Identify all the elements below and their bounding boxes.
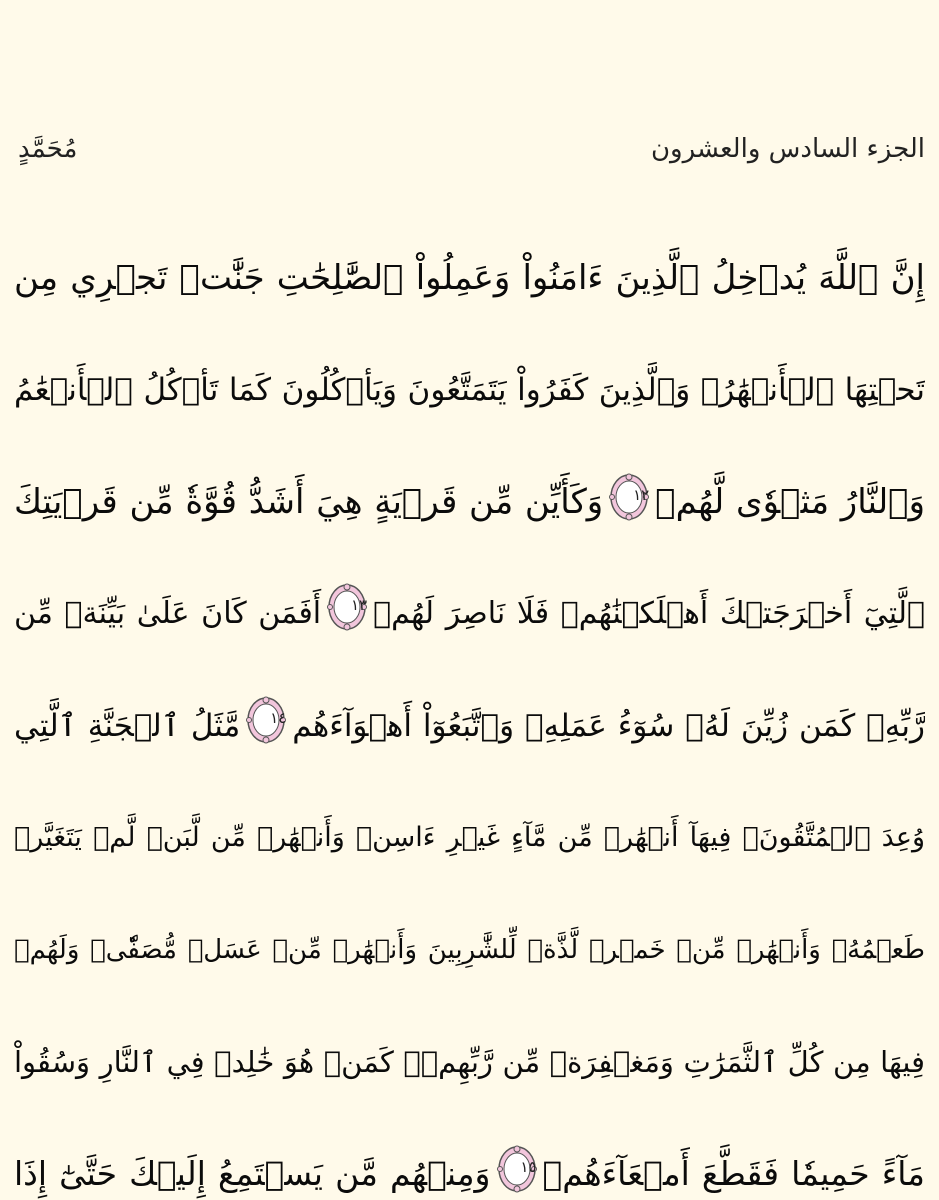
verse-text: مَّثَلُ ٱلۡجَنَّةِ ٱلَّتِي [14, 708, 241, 744]
ayah-number: ١٤ [270, 709, 287, 727]
text-line [14, 894, 925, 1006]
verse-text: وُعِدَ ٱلۡمُتَّقُونَۖ فِيهَآ أَنۡهَٰرٞ مِّن مَّآءٍ غَيۡرِ ءَاسِنٖ وَأَنۡهَٰرٞ مِّن لَّبَنٖ لَّمۡ يَتَغَيَّرۡ [14, 822, 925, 853]
verse-text: وَٱلنَّارُ مَثۡوٗى لَّهُمۡ [655, 482, 925, 522]
verse-text: مَآءً حَمِيمٗا فَقَطَّعَ أَمۡعَآءَهُمۡ [542, 1154, 925, 1193]
text-line [14, 1006, 925, 1118]
text-line [14, 222, 925, 334]
text-line [14, 558, 925, 670]
ayah-marker-icon [327, 583, 367, 631]
verse-text: أَفَمَن كَانَ عَلَىٰ بَيِّنَةٖ مِّن [14, 596, 322, 631]
ayah-number: ١٢ [633, 486, 650, 504]
ayah-number: ١٣ [351, 596, 368, 614]
verse-text: وَمِنۡهُم مَّن يَسۡتَمِعُ إِلَيۡكَ حَتَّىٰٓ إِذَا [14, 1154, 491, 1193]
ayah-marker-icon [497, 1145, 537, 1193]
ayah-marker-icon [609, 473, 649, 521]
text-line [14, 334, 925, 446]
quran-text-block [14, 222, 925, 1200]
surah-name: مُحَمَّدٍ [18, 134, 78, 164]
text-line [14, 446, 925, 558]
verse-text: رَّبِّهِۦ كَمَن زُيِّنَ لَهُۥ سُوٓءُ عَمَلِهِۦ وَٱتَّبَعُوٓاْ أَهۡوَآءَهُم [292, 708, 925, 744]
verse-text: وَكَأَيِّن مِّن قَرۡيَةٍ هِيَ أَشَدُّ قُوَّةٗ مِّن قَرۡيَتِكَ [14, 482, 604, 522]
verse-text: تَحۡتِهَا ٱلۡأَنۡهَٰرُۖ وَٱلَّذِينَ كَفَرُواْ يَتَمَتَّعُونَ وَيَأۡكُلُونَ كَمَا تَأۡكُلُ ٱلۡأَنۡعَٰمُ [14, 372, 925, 408]
verse-text: طَعۡمُهُۥ وَأَنۡهَٰرٞ مِّنۡ خَمۡرٖ لَّذَّةٖ لِّلشَّٰرِبِينَ وَأَنۡهَٰرٞ مِّنۡ عَسَلٖ مُّصَفّٗىۖ وَلَهُمۡ [14, 935, 925, 965]
verse-text: ٱلَّتِيٓ أَخۡرَجَتۡكَ أَهۡلَكۡنَٰهُمۡ فَلَا نَاصِرَ لَهُمۡ [373, 596, 925, 631]
text-line [14, 670, 925, 782]
page-header [18, 134, 925, 178]
ayah-number: ١٥ [520, 1158, 537, 1176]
text-line [14, 1118, 925, 1200]
ayah-marker-icon [246, 696, 286, 744]
juz-label: الجزء السادس والعشرون [650, 134, 925, 164]
verse-text: فِيهَا مِن كُلِّ ٱلثَّمَرَٰتِ وَمَغۡفِرَةٞ مِّن رَّبِّهِمۡۖ كَمَنۡ هُوَ خَٰلِدٞ فِي ٱلنَّارِ وَسُقُواْ [14, 1045, 925, 1079]
verse-text: إِنَّ ٱللَّهَ يُدۡخِلُ ٱلَّذِينَ ءَامَنُواْ وَعَمِلُواْ ٱلصَّٰلِحَٰتِ جَنَّٰتٖ تَجۡرِي مِن [14, 258, 925, 298]
text-line [14, 782, 925, 894]
